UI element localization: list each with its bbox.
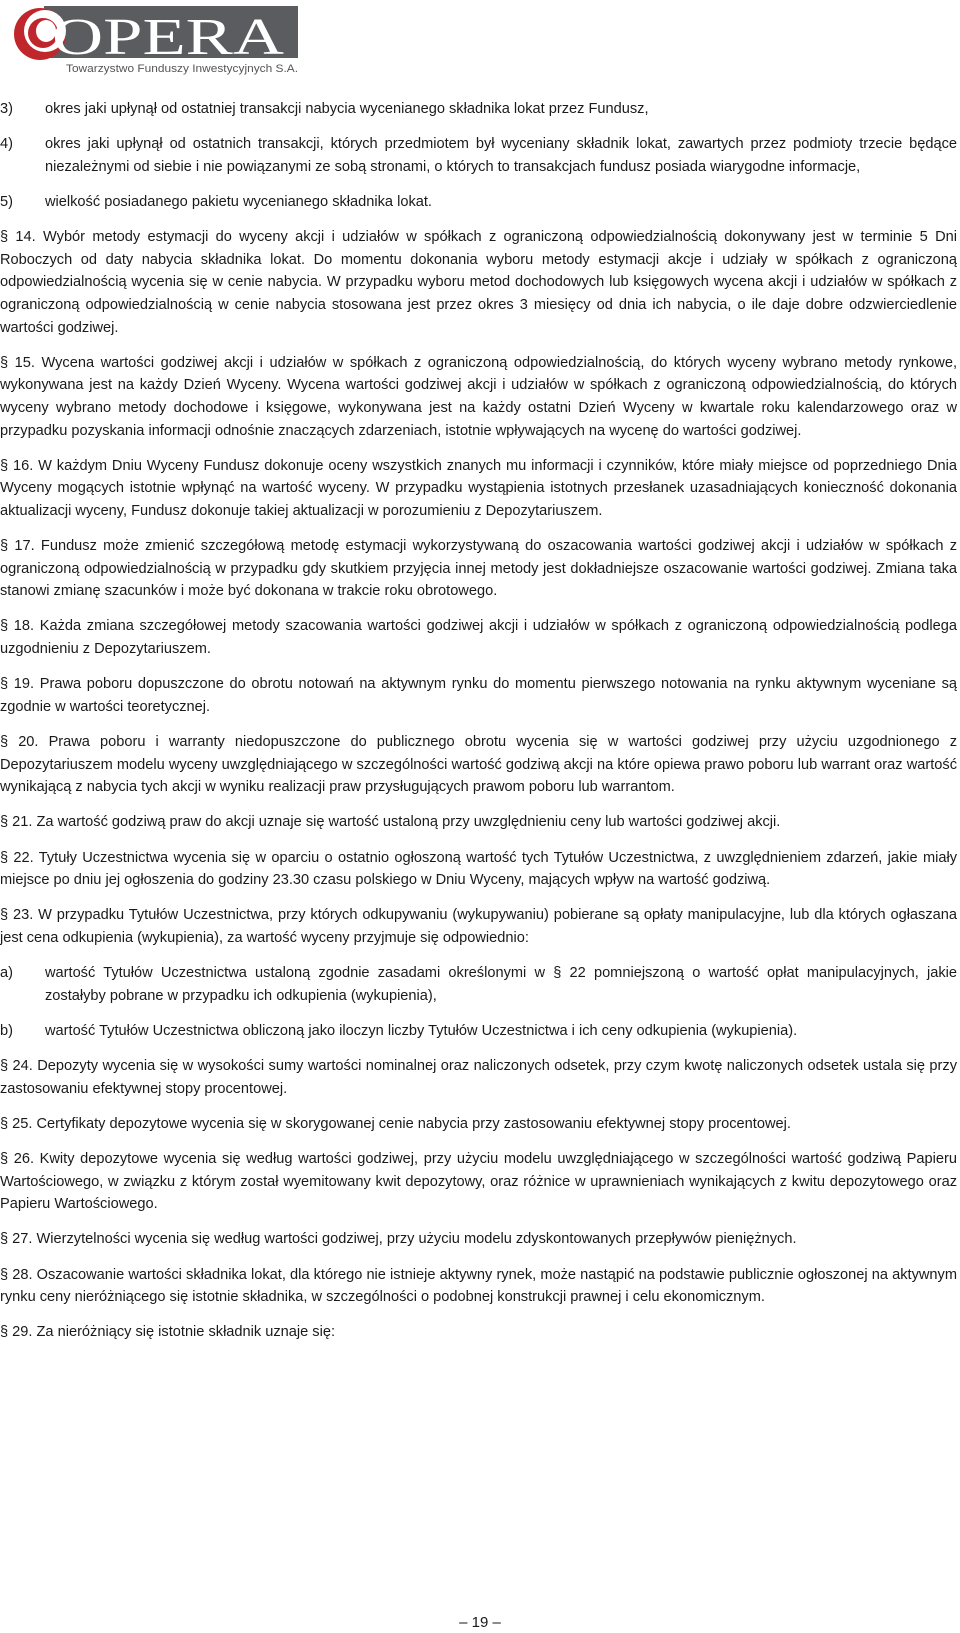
paragraph: § 27. Wierzytelności wycenia się według wartości godziwej, przy użyciu modelu zdyskontowanych przepływów pieniężnych. xyxy=(0,1231,797,1248)
paragraph: § 29. Za nieróżniący się istotnie składnik uznaje się: xyxy=(0,1324,336,1341)
header xyxy=(8,4,308,76)
paragraph: § 24. Depozyty wycenia się w wysokości sumy wartości nominalnej oraz naliczonych odsetek, przy czym kwotę naliczonych odsetek ustala się przy zastosowaniu efektywnej stopy procentowej. xyxy=(0,1058,957,1097)
paragraph: § 18. Każda zmiana szczegółowej metody szacowania wartości godziwej akcji i udziałów w spółkach z ograniczoną odpowiedzialnością podlega uzgodnieniu z Depozytariuszem. xyxy=(0,618,957,658)
list-marker: a) xyxy=(0,965,13,982)
list-marker: 4) xyxy=(0,136,13,153)
logo-word: OPERA xyxy=(52,9,285,66)
list-item-text: wielkość posiadanego pakietu wycenianego składnika lokat. xyxy=(45,193,432,210)
document-body xyxy=(0,98,957,1357)
list-marker: 3) xyxy=(0,101,13,117)
paragraph: § 21. Za wartość godziwą praw do akcji uznaje się wartość ustaloną przy uwzględnieniu ceny lub wartości godziwej akcji. xyxy=(0,814,781,831)
logo-tagline: Towarzystwo Funduszy Inwestycyjnych S.A. xyxy=(66,63,298,75)
list-marker: b) xyxy=(0,1022,13,1039)
list-item xyxy=(0,1020,957,1043)
paragraph: § 26. Kwity depozytowe wycenia się według wartości godziwej, przy użyciu modelu uwzględniającego w szczególności wartość godziwą Papieru Wartościowego, w związku z którym został wyemitowany kwit depozytowy, oraz różnice w uprawnieniach wynikających z kwitu depozytowego oraz Papieru Wartościowego. xyxy=(0,1151,957,1213)
list-item-text: okres jaki upłynął od ostatnich transakcji, których przedmiotem był wyceniany składnik lokat, zawartych przez podmioty trzecie będące niezależnymi od siebie i nie powiązanymi ze sobą stronami, o których to transakcjach fundusz posiada wiarygodne informacje, xyxy=(45,136,957,175)
paragraph: § 15. Wycena wartości godziwej akcji i udziałów w spółkach z ograniczoną odpowiedzialnością, do których wyceny wybrano metody rynkowe, wykonywana jest na każdy Dzień Wyceny. Wycena wartości godziwej akcji i udziałów w spółkach z ograniczoną odpowiedzialnością, do których wyceny wybrano metody dochodowe i księgowe, wykonywana jest na każdy ostatni Dzień Wyceny w kwartale roku kalendarzowego oraz w przypadku pozyskania informacji odnośnie znaczących zdarzeniach, istotnie wpływających na wycenę do wartości godziwej. xyxy=(0,354,957,439)
paragraph: § 22. Tytuły Uczestnictwa wycenia się w oparciu o ostatnio ogłoszoną wartość tych Tytułów Uczestnictwa, z uwzględnieniem zdarzeń, jakie miały miejsce po dniu jej ogłoszenia do godziny 23.30 czasu polskiego w Dniu Wyceny, mających wpływ na wartość godziwą. xyxy=(0,849,957,889)
paragraph: § 14. Wybór metody estymacji do wyceny akcji i udziałów w spółkach z ograniczoną odpowiedzialnością dokonywany jest w terminie 5 Dni Roboczych od daty nabycia składnika lokat. Do momentu dokonania wyboru metody estymacji akcje i udziały w spółkach z ograniczoną odpowiedzialnością wycenia się w cenie nabycia. W przypadku wyboru metod dochodowych lub księgowych wycena akcji i udziałów w spółkach z ograniczoną odpowiedzialnością w cenie nabycia stosowana jest przez okres 3 miesięcy od dnia ich nabycia, o ile daje dobre odzwierciedlenie wartości godziwej. xyxy=(0,229,957,336)
paragraph: § 16. W każdym Dniu Wyceny Fundusz dokonuje oceny wszystkich znanych mu informacji i czynników, które miały miejsce od poprzedniego Dnia Wyceny mogących istotnie wpłynąć na wartość wyceny. W przypadku wystąpienia istotnych przesłanek uzasadniających konieczność dokonania aktualizacji wyceny, Fundusz dokonuje takiej aktualizacji w porozumieniu z Depozytariuszem. xyxy=(0,457,957,519)
paragraph: § 25. Certyfikaty depozytowe wycenia się w skorygowanej cenie nabycia przy zastosowaniu efektywnej stopy procentowej. xyxy=(0,1115,791,1132)
paragraph: § 20. Prawa poboru i warranty niedopuszczone do publicznego obrotu wycenia się w wartości godziwej przy użyciu uzgodnionego z Depozytariuszem modelu wyceny uwzględniającego w szczególności wartość godziwą akcji na które opiewa prawo poboru lub warrant oraz wartość wynikającą z nabycia tych akcji w wyniku realizacji praw przysługujących prawom poboru lub warrantom. xyxy=(0,734,957,796)
list-item-text: wartość Tytułów Uczestnictwa obliczoną jako iloczyn liczby Tytułów Uczestnictwa i ich ceny odkupienia (wykupienia). xyxy=(45,1022,798,1039)
list-marker: 5) xyxy=(0,193,13,210)
paragraph: § 23. W przypadku Tytułów Uczestnictwa, przy których odkupywaniu (wykupywaniu) pobierane są opłaty manipulacyjne, lub dla których ogłaszana jest cena odkupienia (wykupienia), za wartość wyceny przyjmuje się odpowiednio: xyxy=(0,907,957,946)
list-item xyxy=(0,98,957,121)
paragraph: § 28. Oszacowanie wartości składnika lokat, dla którego nie istnieje aktywny rynek, może nastąpić na podstawie publicznie ogłoszonej na aktywnym rynku ceny nieróżniącego się istotnie składnika, w szczególności o podobnej konstrukcji prawnej i celu ekonomicznym. xyxy=(0,1266,957,1306)
list-item xyxy=(0,133,957,178)
list-item-text: okres jaki upłynął od ostatniej transakcji nabycia wycenianego składnika lokat przez Fundusz, xyxy=(45,101,649,117)
list-item xyxy=(0,962,957,1007)
paragraph: § 19. Prawa poboru dopuszczone do obrotu notowań na aktywnym rynku do momentu pierwszego notowania na rynku aktywnym wyceniane są zgodnie w wartości teoretycznej. xyxy=(0,676,957,715)
list-item-text: wartość Tytułów Uczestnictwa ustaloną zgodnie zasadami określonymi w § 22 pomniejszoną o wartość opłat manipulacyjnych, jakie zostałyby pobrane w przypadku ich odkupienia (wykupienia), xyxy=(45,965,957,1004)
list-item xyxy=(0,191,957,214)
page-number: – 19 – xyxy=(459,1614,501,1631)
opera-logo xyxy=(8,4,308,76)
paragraph: § 17. Fundusz może zmienić szczegółową metodę estymacji wykorzystywaną do oszacowania wartości godziwej akcji i udziałów w spółkach z ograniczoną odpowiedzialnością w przypadku gdy skutkiem przyjęcia innej metody jest dokładniejsze oszacowanie wartości godziwej. Zmiana taka stanowi zmianę szacunków i może być dokonana w trakcie roku obrotowego. xyxy=(0,538,957,600)
